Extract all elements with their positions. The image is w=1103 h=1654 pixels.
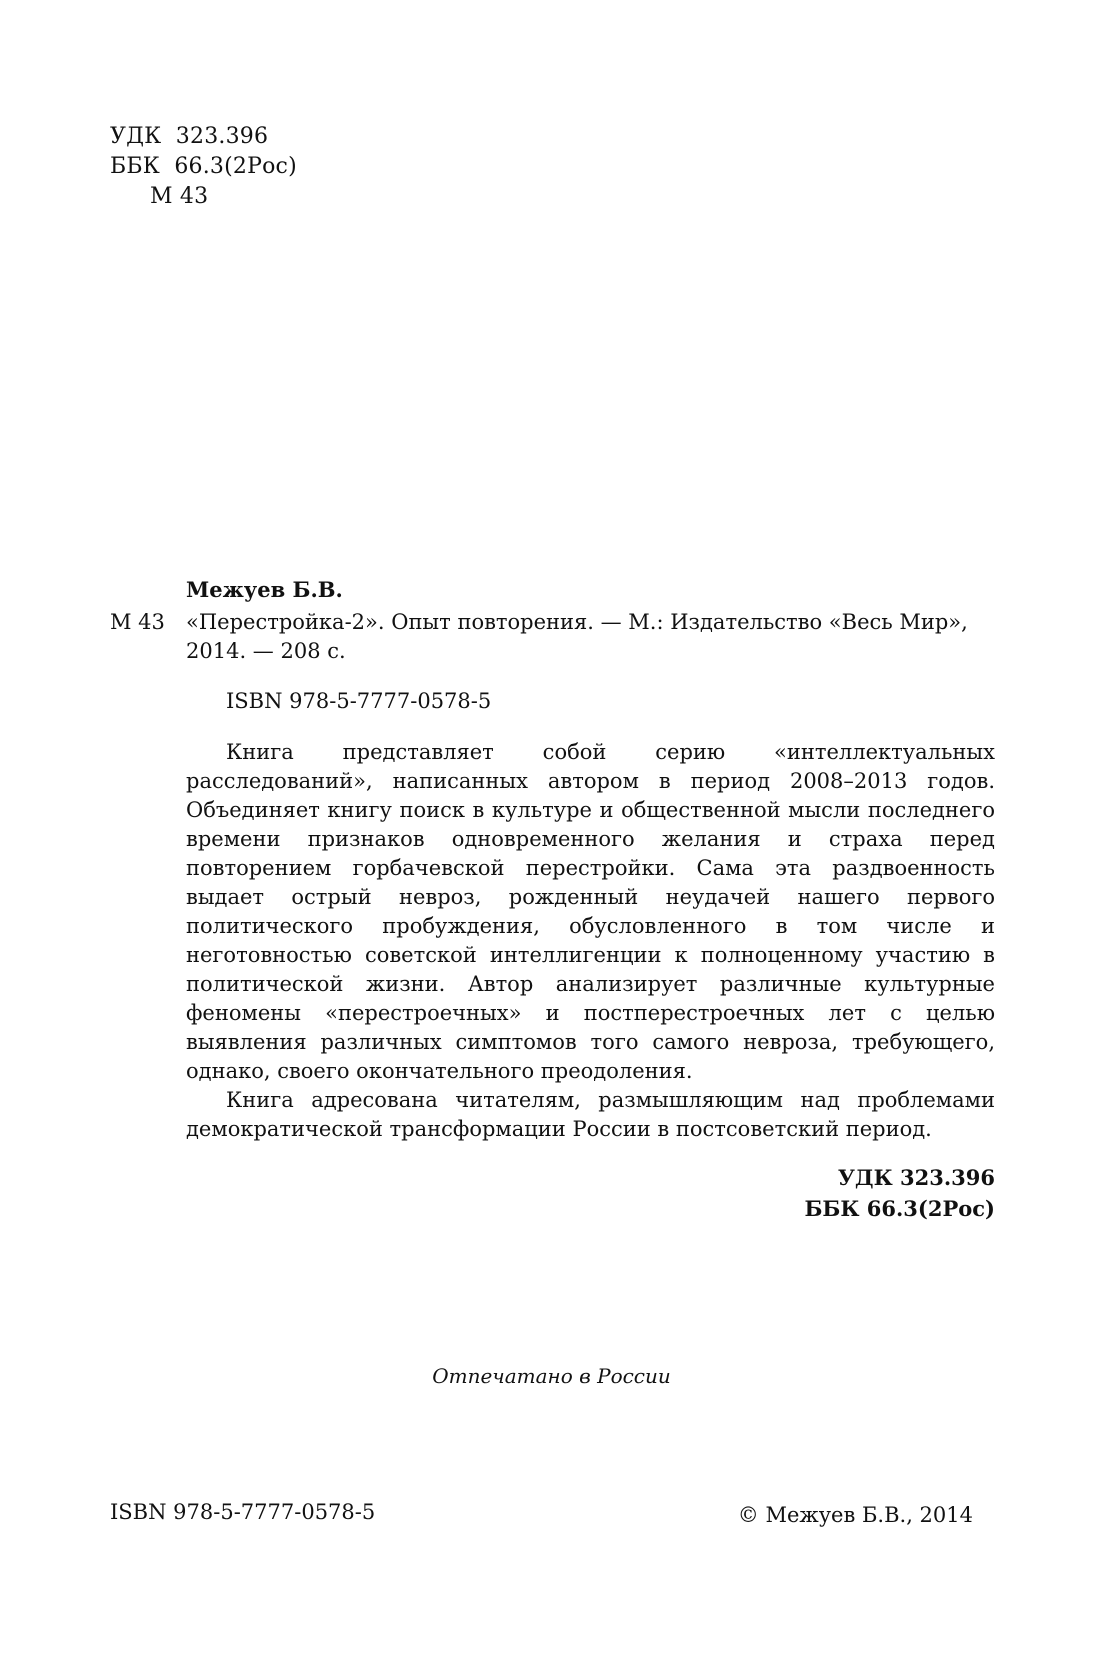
udk-code: УДК 323.396: [110, 124, 269, 149]
record-isbn: ISBN 978-5-7777-0578-5: [226, 689, 492, 713]
classification-codes-bold: [804, 1162, 995, 1224]
author-mark: М 43: [150, 184, 209, 209]
bbk-code-bold: ББК 66.3(2Рос): [804, 1196, 995, 1221]
abstract: [186, 738, 995, 1144]
udk-code-bold: УДК 323.396: [837, 1165, 995, 1190]
bibliographic-record: [110, 575, 995, 1144]
bibliographic-entry: [110, 608, 995, 666]
footer-isbn: ISBN 978-5-7777-0578-5: [110, 1500, 376, 1524]
bbk-code: ББК 66.3(2Рос): [110, 154, 297, 179]
entry-author-mark: М 43: [110, 610, 165, 634]
abstract-paragraph: Книга адресована читателям, размышляющим над проблемами демократической трансформации России в постсоветский период.: [186, 1088, 995, 1141]
classification-block: [110, 122, 297, 212]
author-name: Межуев Б.В.: [186, 577, 343, 602]
copyright-notice: © Межуев Б.В., 2014: [737, 1503, 973, 1527]
bibliographic-title: «Перестройка-2». Опыт повторения. — М.: Издательство «Весь Мир», 2014. — 208 с.: [186, 610, 968, 663]
abstract-paragraph: Книга представляет собой серию «интеллектуальных расследований», написанных автором в период 2008–2013 годов. Объединяет книгу поиск в культуре и общественной мысли последнего времени признаков одновременного желания и страха перед повторением горбачевской перестройки. Сама эта раздвоенность выдает острый невроз, рожденный неудачей нашего первого политического пробуждения, обусловленного в том числе и неготовностью советской интеллигенции к полноценному участию в политической жизни. Автор анализирует различные культурные феномены «перестроечных» и постперестроечных лет с целью выявления различных симптомов того самого невроза, требующего, однако, своего окончательного преодоления.: [186, 740, 995, 1083]
printed-in-notice: Отпечатано в России: [432, 1364, 671, 1388]
